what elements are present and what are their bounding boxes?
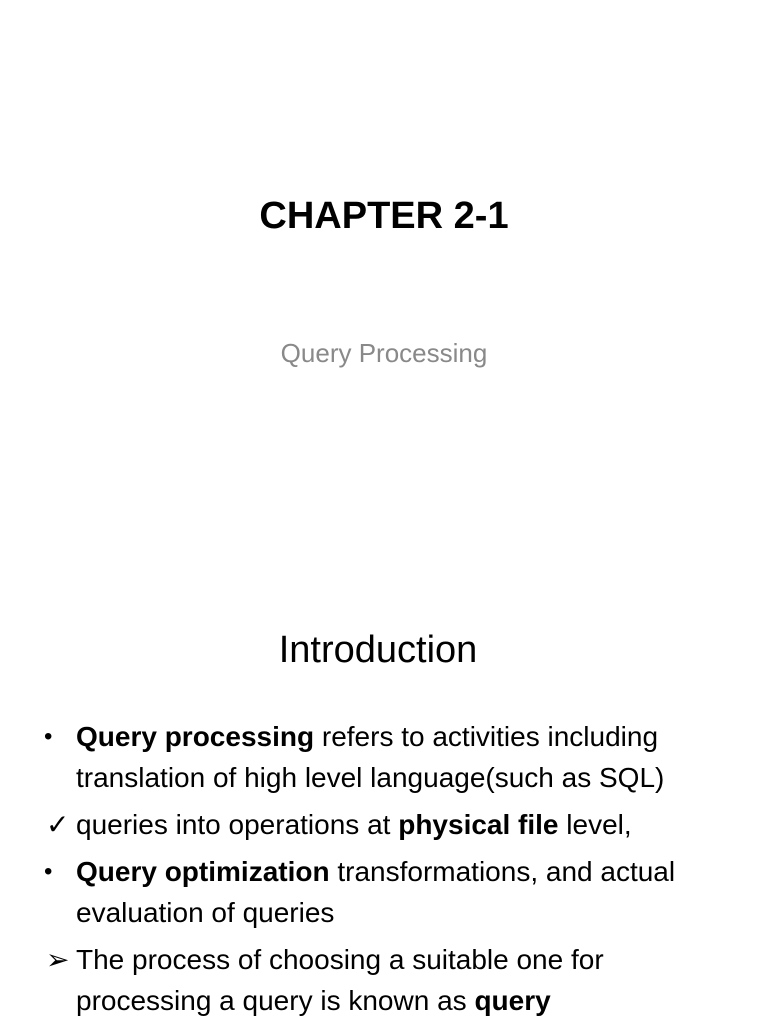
slide-title: Introduction [278,629,478,671]
bullet-bold-text: Query processing [76,721,315,752]
bullet-bold-text: Query optimization [76,856,330,887]
bullet-text: level, [558,809,632,840]
bullet-text: refers to activities including translation of high level language(such as SQL) [76,721,665,793]
introduction-slide [0,576,768,1024]
bullet-text: queries into operations at [76,809,399,840]
bullet-text: The process of choosing a suitable one for processing a query is known as [76,944,604,1016]
arrow-head-icon: ➢ [46,944,70,975]
chapter-title: CHAPTER 2-1 [259,195,509,237]
bullet-bold-text: query [474,985,551,1016]
bullet-item [0,939,768,1021]
chapter-subtitle: Query Processing [280,338,488,368]
bullet-text: transformations, and actual evaluation of queries [76,856,676,928]
bullet-dot-icon: • [44,723,53,750]
bullet-dot-icon: • [44,858,53,885]
bullet-item [0,716,768,798]
bullet-list [0,716,768,1024]
bullet-bold-text: physical file [398,809,559,840]
checkmark-icon: ✓ [46,809,70,840]
bullet-item [0,851,768,933]
bullet-item [0,804,768,845]
